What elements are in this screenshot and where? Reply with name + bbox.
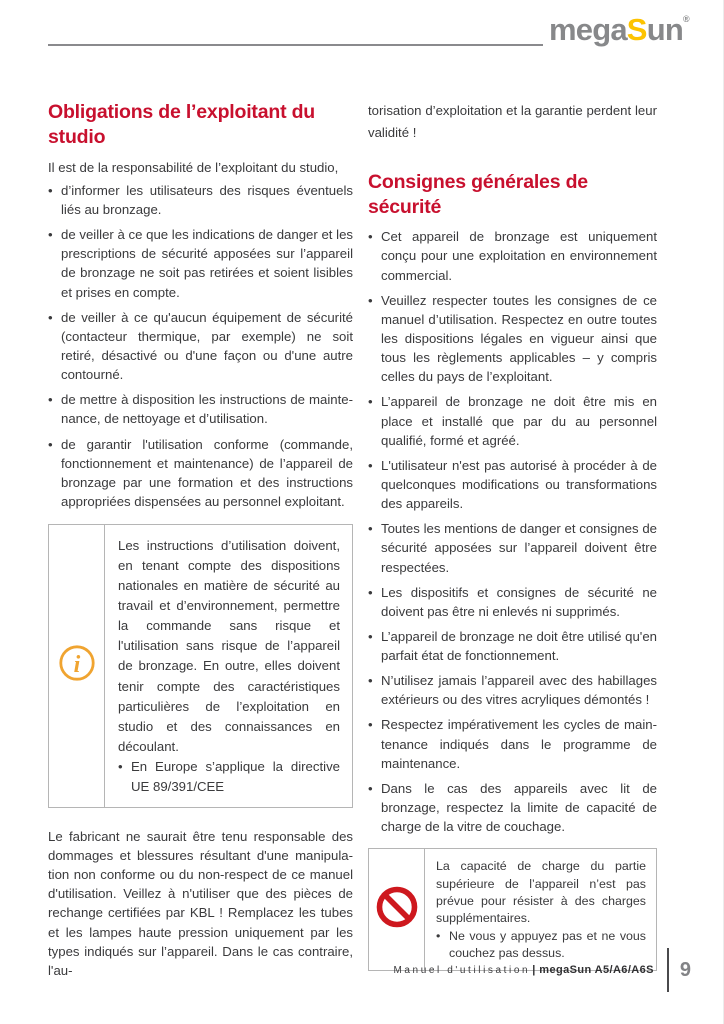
info-notice-box: [48, 524, 353, 808]
section-title-obligations: Obligations de l’exploitant du studio: [48, 101, 316, 149]
list-item: • L’appareil de bronzage ne doit être mis en place et installé que par du au personnel qualifié, formé et agréé.: [368, 392, 657, 449]
registered-mark: ®: [682, 14, 690, 24]
right-column: [368, 100, 657, 971]
list-item: • Respectez impérativement les cycles de maintenance indiqués dans le programme de maintenance.: [368, 715, 657, 772]
intro-paragraph: Il est de la responsabilité de l’exploitant du studio,: [48, 159, 339, 175]
page-footer: [393, 948, 691, 992]
list-item: • Les dispositifs et consignes de sécurité ne doivent pas être ni enlevés ni supprimés.: [368, 583, 657, 621]
list-item: • L’appareil de bronzage ne doit être utilisé qu'en parfait état de fonctionnement.: [368, 627, 657, 665]
info-box-text-cell: [105, 525, 352, 807]
logo-prefix: mega: [549, 12, 627, 47]
page-number: 9: [679, 958, 691, 981]
continuation-paragraph: torisation d’exploitation et la garantie perdent leur validité !: [368, 103, 657, 140]
list-item: • En Europe s’applique la directive UE 89/391/CEE: [118, 757, 340, 797]
svg-text:i: i: [73, 652, 80, 679]
page-number-divider: [667, 948, 669, 992]
logo-suffix: un: [646, 12, 683, 47]
list-item: • Dans le cas des appareils avec lit de bronzage, respectez la limite de capacité de charge de la vitre de couchage.: [368, 779, 657, 836]
info-icon: [57, 643, 97, 688]
list-item: • Toutes les mentions de danger et consignes de sécurité apposées sur l’appareil doivent être respectées.: [368, 519, 657, 576]
left-column: [48, 100, 353, 980]
list-item: • Veuillez respecter toutes les consignes de ce manuel d’utilisation. Respectez en outre toutes les dispositions légales en vigueur ainsi que tous les règlements applicables – y compris celles du pays de l’exploitant.: [368, 291, 657, 387]
manual-title-label: Manuel d'utilisation: [393, 964, 531, 976]
list-item: • L'utilisateur n'est pas autorisé à procéder à de quelconques modifications ou transformations des appareils.: [368, 456, 657, 513]
info-box-text: Les instructions d’utilisation doivent, en tenant compte des dispositions nationales en matière de sécurité au travail et d’environnement, permettre la commande sans risque et l'utilisation sans risque de l’appareil de bronzage. En outre, elles doivent tenir compte des caractéristiques particulières de l’exploitation en studio et des connaissances en découlant.: [118, 538, 340, 754]
list-item: • de veiller à ce que les indications de danger et les prescriptions de sécurité apposées sur l’appareil de bronzage ne soit pas retirées et soient lisibles et prises en compte.: [48, 225, 353, 302]
warning-box-text: La capacité de charge du partie supérieure de l’appareil n’est pas prévue pour résister à des charges supplémentaires.: [436, 859, 646, 926]
list-item: • d’informer les utilisateurs des risques éventuels liés au bronzage.: [48, 181, 353, 219]
logo-accent: S: [626, 12, 647, 47]
list-item: • Cet appareil de bronzage est uniquement conçu pour une exploitation en environnement commercial.: [368, 227, 657, 284]
list-item: • de mettre à disposition les instructions de maintenance, de nettoyage et d’utilisation.: [48, 390, 353, 428]
obligations-bullet-list: [48, 181, 353, 511]
product-name-label: megaSun A5/A6/A6S: [539, 964, 654, 976]
closing-paragraph: Le fabricant ne saurait être tenu responsable des dommages et blessures résultant d'une manipulation non conforme ou du non-respect de ce manuel d'utilisation. Veillez à n'utiliser que des pièces de rechange certifiées par KBL ! Remplacez les tubes et les lampes haute pression uniquement par les types indiqués sur l’appareil. Dans le cas contraire, l'au-: [48, 828, 353, 978]
section-title-consignes: Consignes générales de sécurité: [368, 170, 588, 218]
prohibition-icon: [374, 884, 420, 935]
info-box-bullet-list: [118, 757, 340, 797]
list-item: • N’utilisez jamais l’appareil avec des habillages extérieurs ou des vitres acryliques démontés !: [368, 671, 657, 709]
list-item: • de veiller à ce qu'aucun équipement de sécurité (contacteur thermique, par exemple) ne soit retiré, désactivé ou d'une façon ou d'une autre contourné.: [48, 308, 353, 385]
list-item: • Ne vous y appuyez pas et ne vous couchez pas dessus.: [436, 928, 646, 963]
header-rule: [48, 44, 543, 46]
footer-separator: |: [532, 964, 536, 976]
megasun-logo: [549, 14, 690, 45]
safety-bullet-list: [368, 227, 657, 836]
list-item: • de garantir l'utilisation conforme (commande, fonctionnement et maintenance) de l’appareil de bronzage par une formation et des instructions appropriées dispensées au personnel exploitant.: [48, 435, 353, 512]
info-icon-cell: [49, 525, 105, 807]
